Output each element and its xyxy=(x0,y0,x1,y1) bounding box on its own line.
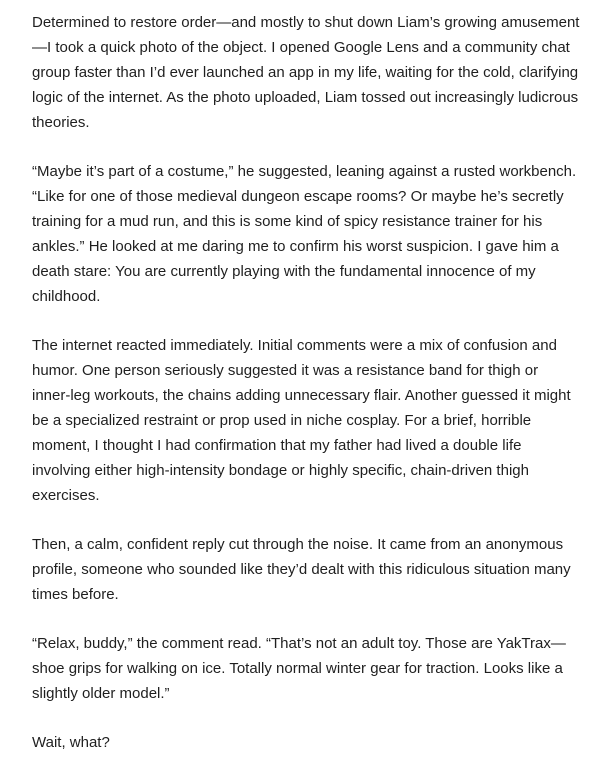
paragraph-yaktrax-comment: “Relax, buddy,” the comment read. “That’s not an adult toy. Those are YakTrax—shoe grips for walking on ice. Totally normal winter gear for traction. Looks like a slightly older model.” xyxy=(32,635,566,702)
paragraph-wait-what: Wait, what? xyxy=(32,734,110,751)
paragraph-restore-order: Determined to restore order—and mostly to shut down Liam’s growing amusement—I took a quick photo of the object. I opened Google Lens and a community chat group faster than I’d ever launched an app in my life, waiting for the cold, clarifying logic of the internet. As the photo uploaded, Liam tossed out increasingly ludicrous theories. xyxy=(32,14,580,131)
paragraph-internet-reaction: The internet reacted immediately. Initial comments were a mix of confusion and humor. One person seriously suggested it was a resistance band for thigh or inner-leg workouts, the chains adding unnecessary flair. Another guessed it might be a specialized restraint or prop used in niche cosplay. For a brief, horrible moment, I thought I had confirmation that my father had lived a double life involving either high-intensity bondage or highly specific, chain-driven thigh exercises. xyxy=(32,337,571,504)
paragraph-liam-theories: “Maybe it’s part of a costume,” he suggested, leaning against a rusted workbench. “Like for one of those medieval dungeon escape rooms? Or maybe he’s secretly training for a mud run, and this is some kind of spicy resistance trainer for his ankles.” He looked at me daring me to confirm his worst suspicion. I gave him a death stare: You are currently playing with the fundamental innocence of my childhood. xyxy=(32,163,577,305)
paragraph-calm-reply: Then, a calm, confident reply cut through the noise. It came from an anonymous profile, someone who sounded like they’d dealt with this ridiculous situation many times before. xyxy=(32,536,571,603)
article-body xyxy=(32,10,580,779)
